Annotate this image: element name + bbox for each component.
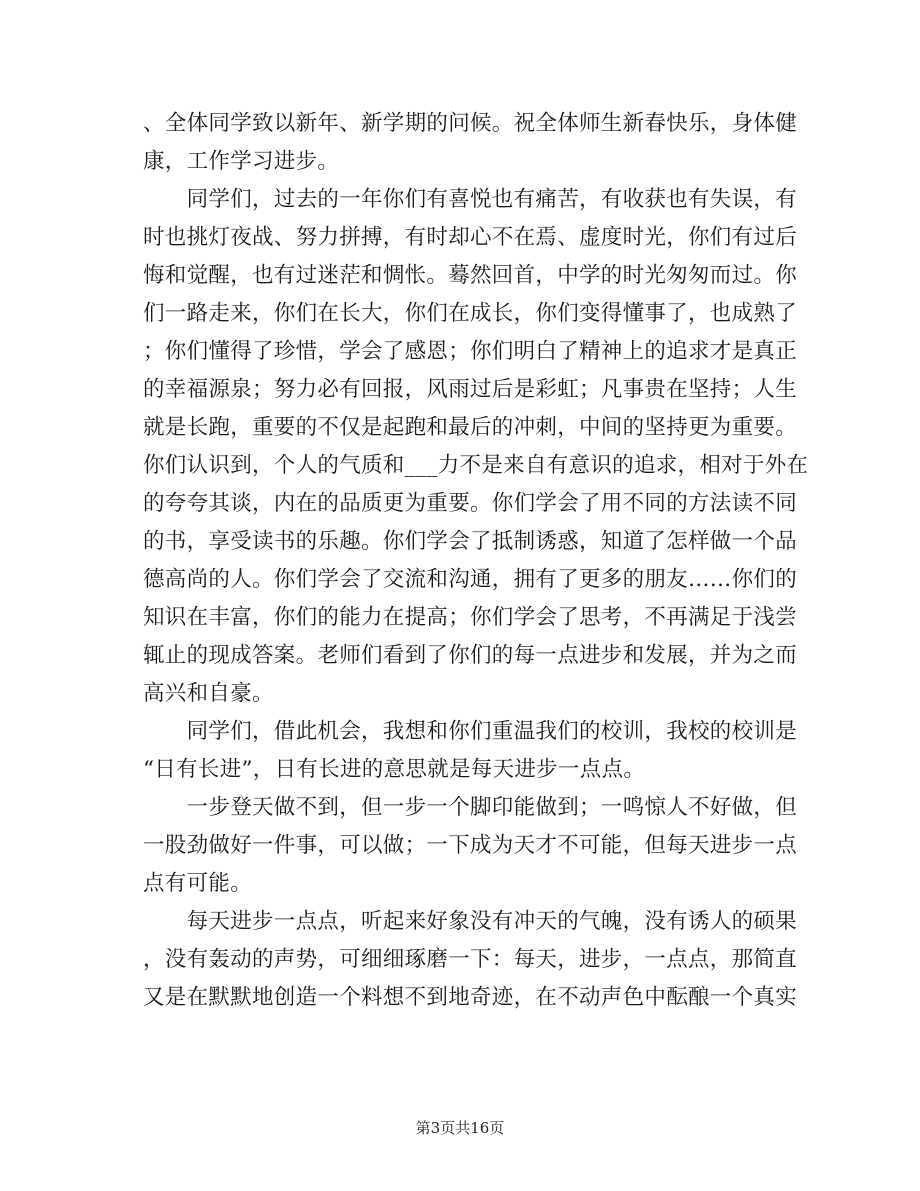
text-line: ；你们懂得了珍惜，学会了感恩；你们明白了精神上的追求才是真正 [143, 339, 798, 364]
text-line: 点有可能。 [143, 871, 253, 896]
text-line: 德高尚的人。你们学会了交流和沟通，拥有了更多的朋友……你们的 [143, 567, 798, 592]
text-line: 知识在丰富，你们的能力在提高；你们学会了思考，不再满足于浅尝 [143, 605, 798, 630]
text-line: 康，工作学习进步。 [143, 149, 340, 174]
text-line: 一步登天做不到，但一步一个脚印能做到；一鸣惊人不好做，但 [143, 795, 798, 820]
text-line: 时也挑灯夜战、努力拼搏，有时却心不在焉、虚度时光，你们有过后 [143, 225, 798, 250]
text-line: 一股劲做好一件事，可以做；一下成为天才不可能，但每天进步一点 [143, 833, 798, 858]
text-line: 又是在默默地创造一个料想不到地奇迹，在不动声色中酝酿一个真实 [143, 985, 798, 1010]
text-line: ，没有轰动的声势，可细细琢磨一下：每天，进步，一点点，那简直 [143, 947, 798, 972]
text-line: 、全体同学致以新年、新学期的问候。祝全体师生新春快乐，身体健 [143, 111, 798, 136]
text-line: 的幸福源泉；努力必有回报，风雨过后是彩虹；凡事贵在坚持；人生 [143, 377, 798, 402]
page-number-footer: 第3页共16页 [415, 1119, 505, 1137]
text-line: 每天进步一点点，听起来好象没有冲天的气魄，没有诱人的硕果 [143, 909, 798, 934]
text-line: 辄止的现成答案。老师们看到了你们的每一点进步和发展，并为之而 [143, 643, 798, 668]
text-line: 悔和觉醒，也有过迷茫和惆怅。蓦然回首，中学的时光匆匆而过。你 [143, 263, 798, 288]
text-line: 你们认识到，个人的气质和___力不是来自有意识的追求，相对于外在 [143, 453, 809, 478]
text-line: 同学们，过去的一年你们有喜悦也有痛苦，有收获也有失误，有 [143, 187, 798, 212]
text-line: 的书，享受读书的乐趣。你们学会了抵制诱惑，知道了怎样做一个品 [143, 529, 798, 554]
text-line: 们一路走来，你们在长大，你们在成长，你们变得懂事了，也成熟了 [143, 301, 798, 326]
text-line: 同学们，借此机会，我想和你们重温我们的校训，我校的校训是 [143, 719, 798, 744]
text-line: 的夸夸其谈，内在的品质更为重要。你们学会了用不同的方法读不同 [143, 491, 798, 516]
text-line: “日有长进”，日有长进的意思就是每天进步一点点。 [143, 757, 646, 782]
text-line: 就是长跑，重要的不仅是起跑和最后的冲刺，中间的坚持更为重要。 [143, 415, 798, 440]
text-line: 高兴和自豪。 [143, 681, 274, 706]
